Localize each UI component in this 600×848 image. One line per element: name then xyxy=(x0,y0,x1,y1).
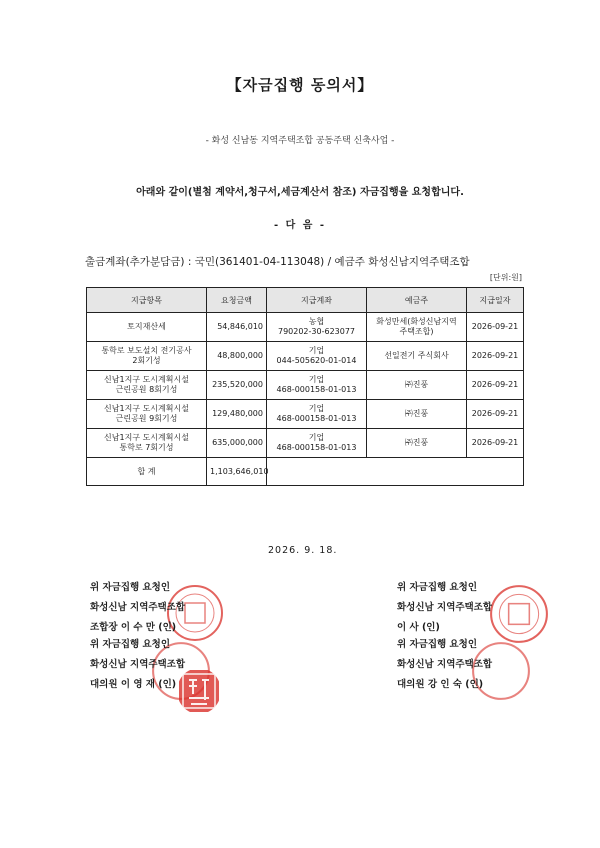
payment-table xyxy=(86,287,524,486)
sig-line: 화성신남 지역주택조합 xyxy=(90,659,186,670)
cell-amount: 54,846,010 xyxy=(207,313,267,342)
account-number: 044-505620-01-014 xyxy=(276,356,357,365)
table-row xyxy=(87,313,524,342)
sig-line: 위 자금집행 요청인 xyxy=(90,582,171,593)
header-amount: 요청금액 xyxy=(207,288,267,313)
cell-payee xyxy=(367,371,467,400)
payee-line: 화성만세(화성신남지역 xyxy=(376,317,457,326)
item-text: 토지재산세 xyxy=(127,322,166,331)
item-line: 근린공원 8회기성 xyxy=(115,385,178,394)
account-number: 790202-30-623077 xyxy=(277,327,356,336)
table-header-row xyxy=(87,288,524,313)
payee-line: 주택조합) xyxy=(399,327,434,336)
item-line: 근린공원 9회기성 xyxy=(115,414,178,423)
item-line: 신남1지구 도시계획시설 xyxy=(104,375,189,384)
cell-account xyxy=(267,342,367,371)
document-title: 【자금집행 동의서】 xyxy=(226,76,374,94)
item-line: 통학로 7회기성 xyxy=(119,443,174,452)
cell-date: 2026-09-21 xyxy=(467,313,524,342)
union-seal-right-icon xyxy=(488,583,550,645)
signature-block-left-top xyxy=(90,578,185,638)
cell-payee xyxy=(367,342,467,371)
sig-line: 이 사 (인) xyxy=(397,622,440,633)
sig-line: 조합장 이 수 만 (인) xyxy=(90,622,177,633)
cell-item xyxy=(87,313,207,342)
account-number: 468-000158-01-013 xyxy=(276,385,357,394)
sig-line: 위 자금집행 요청인 xyxy=(90,639,171,650)
cell-amount: 635,000,000 xyxy=(207,429,267,458)
payee-line: ㈜진풍 xyxy=(404,380,429,389)
sig-line: 위 자금집행 요청인 xyxy=(397,582,478,593)
total-empty-cell xyxy=(267,458,524,486)
cell-account xyxy=(267,313,367,342)
total-amount: 1,103,646,010 xyxy=(207,458,267,486)
unit-label: [단위:원] xyxy=(489,273,522,282)
payee-line: 선일전기 주식회사 xyxy=(384,351,449,360)
cell-item xyxy=(87,371,207,400)
bank-name: 기업 xyxy=(308,404,325,413)
bank-name: 기업 xyxy=(308,375,325,384)
cell-item xyxy=(87,342,207,371)
cell-payee xyxy=(367,400,467,429)
table-row xyxy=(87,429,524,458)
withdrawal-account: 출금계좌(추가분담금) : 국민(361401-04-113048) / 예금주 화성신남지역주택조합 xyxy=(85,256,470,268)
signature-block-right-top xyxy=(397,578,492,638)
sig-line: 대의원 이 영 재 (인) xyxy=(90,679,177,690)
payee-line: ㈜진풍 xyxy=(404,438,429,447)
account-number: 468-000158-01-013 xyxy=(276,443,357,452)
table-row xyxy=(87,400,524,429)
payee-line: ㈜진풍 xyxy=(404,409,429,418)
cell-date: 2026-09-21 xyxy=(467,342,524,371)
sig-line: 대의원 강 인 숙 (인) xyxy=(397,679,484,690)
item-line: 2회기성 xyxy=(132,356,161,365)
header-item: 지급항목 xyxy=(87,288,207,313)
table-total-row xyxy=(87,458,524,486)
table-row xyxy=(87,371,524,400)
cell-account xyxy=(267,371,367,400)
item-line: 통학로 보도설치 전기공사 xyxy=(101,346,192,355)
signature-block-right-bottom xyxy=(397,635,492,695)
cell-date: 2026-09-21 xyxy=(467,400,524,429)
cell-account xyxy=(267,429,367,458)
project-subtitle: - 화성 신남동 지역주택조합 공동주택 신축사업 - xyxy=(205,136,395,146)
cell-amount: 235,520,000 xyxy=(207,371,267,400)
header-date: 지급일자 xyxy=(467,288,524,313)
item-line: 신남1지구 도시계획시설 xyxy=(104,404,189,413)
signature-block-left-bottom xyxy=(90,635,185,695)
sig-line: 위 자금집행 요청인 xyxy=(397,639,478,650)
cell-payee xyxy=(367,429,467,458)
cell-amount: 48,800,000 xyxy=(207,342,267,371)
cell-amount: 129,480,000 xyxy=(207,400,267,429)
sig-line: 화성신남 지역주택조합 xyxy=(90,602,186,613)
account-number: 468-000158-01-013 xyxy=(276,414,357,423)
following-heading: - 다 음 - xyxy=(273,220,327,231)
header-account: 지급계좌 xyxy=(267,288,367,313)
header-payee: 예금주 xyxy=(367,288,467,313)
cell-payee xyxy=(367,313,467,342)
cell-date: 2026-09-21 xyxy=(467,429,524,458)
bank-name: 기업 xyxy=(308,433,325,442)
request-intro: 아래와 같이(별첨 계약서,청구서,세금계산서 참조) 자금집행을 요청합니다. xyxy=(136,187,464,198)
cell-item xyxy=(87,400,207,429)
document-date: 2026. 9. 18. xyxy=(268,545,338,556)
total-label: 합 계 xyxy=(87,458,207,486)
item-line: 신남1지구 도시계획시설 xyxy=(104,433,189,442)
bank-name: 기업 xyxy=(308,346,325,355)
table-row xyxy=(87,342,524,371)
cell-item xyxy=(87,429,207,458)
sig-line: 화성신남 지역주택조합 xyxy=(397,602,493,613)
cell-date: 2026-09-21 xyxy=(467,371,524,400)
sig-line: 화성신남 지역주택조합 xyxy=(397,659,493,670)
bank-name: 농협 xyxy=(308,317,325,326)
cell-account xyxy=(267,400,367,429)
